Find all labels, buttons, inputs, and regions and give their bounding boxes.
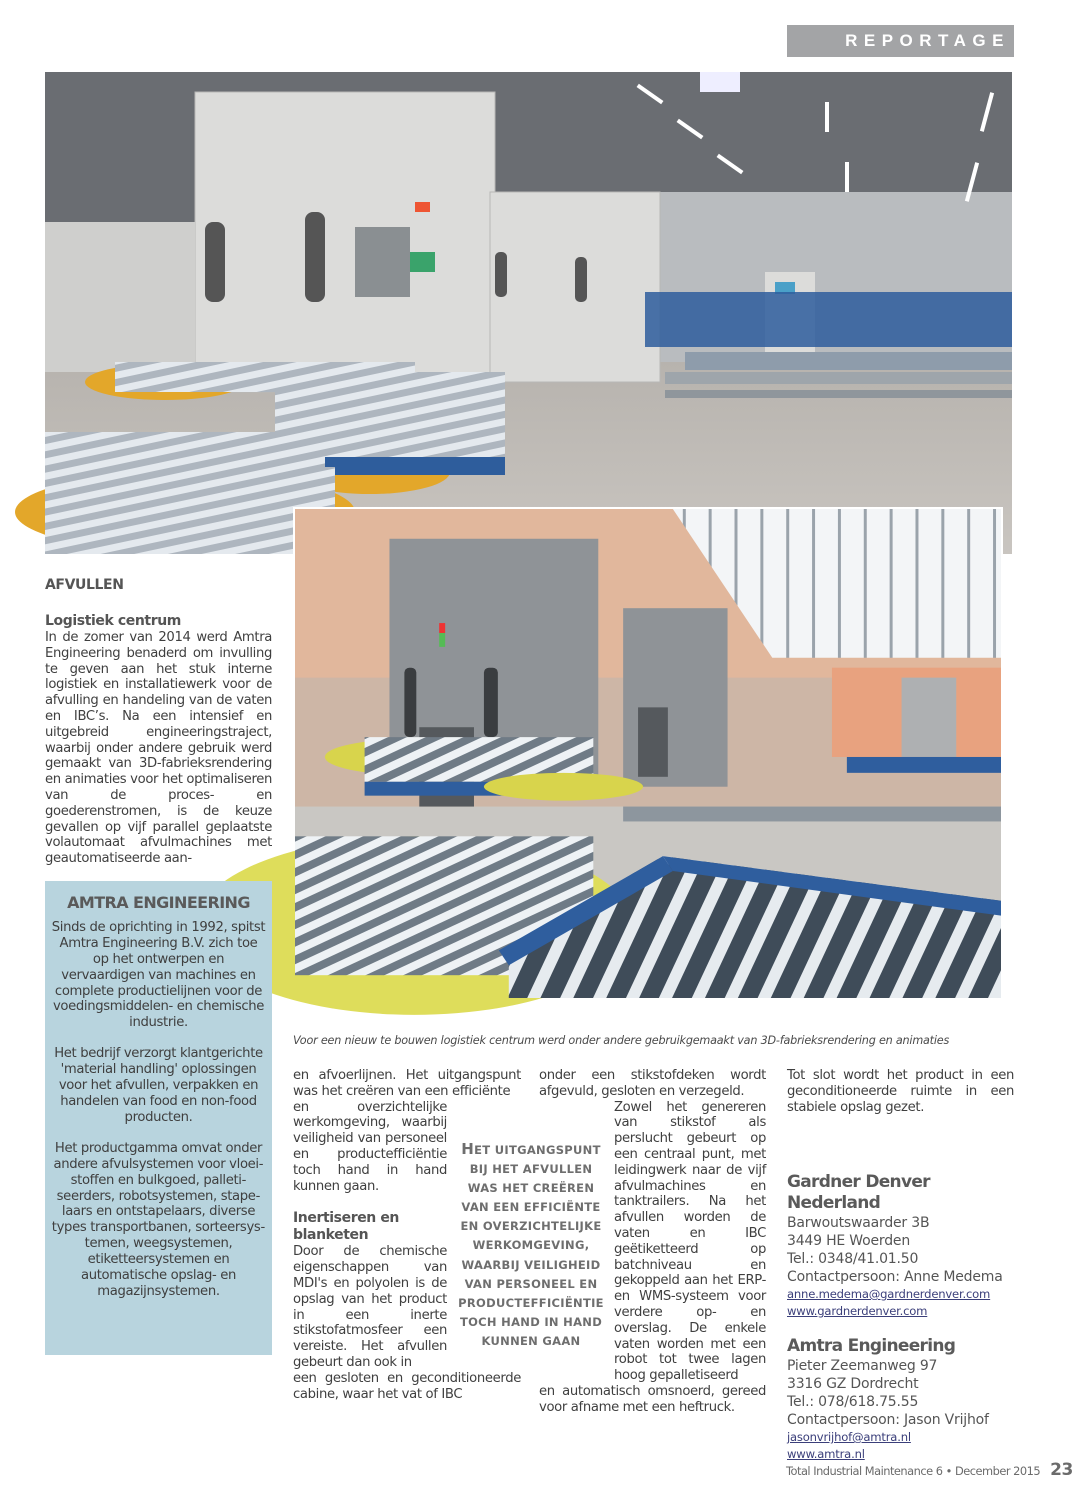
info-box-paragraph-1: Sinds de oprichting in 1992, spitst Amtra Engineering B.V. zich toe op het ontwerpen en vervaardigen van machines en complete productielijnen voor de voedingsmiddelen- en chemische industrie. xyxy=(51,919,266,1031)
contact-person: Contactpersoon: Jason Vrijhof xyxy=(787,1412,989,1428)
contact-address-1: Pieter Zeemanweg 97 xyxy=(787,1358,938,1374)
paragraph-uitgangspunt-top: en afvoerlijnen. Het uitgangspunt was het creëren van een efficiënte xyxy=(293,1068,521,1099)
info-box-title: AMTRA ENGINEERING xyxy=(67,892,250,912)
paragraph-intro: In de zomer van 2014 werd Amtra Engineering benaderd om invulling te geven aan het stuk interne logistiek en installatiewerk voor de afvulling en handeling van de vaten en IBC’s. Na een intensief en uitgebreid engineeringstraject, waarbij onder andere gebruik werd gemaakt van 3D-fabrieksrendering en animaties voor het optimaliseren van de proces- en goederenstromen, is de keuze gevallen op vijf parallel geplaatste volautomaat afvulmachines met geautomatiseerde aan- xyxy=(45,630,272,867)
contact-person: Contactpersoon: Anne Medema xyxy=(787,1269,1003,1285)
contact-phone: Tel.: 078/618.75.55 xyxy=(787,1394,919,1410)
contact-gardner-denver xyxy=(787,1172,1027,1320)
contact-address-1: Barwoutswaarder 3B xyxy=(787,1215,930,1231)
contact-company: Gardner Denver Nederland xyxy=(787,1172,930,1213)
page-number: 23 xyxy=(1050,1460,1073,1480)
photo-caption: Voor een nieuw te bouwen logistiek centrum werd onder andere gebruikgemaakt van 3D-fabrieksrendering en animaties xyxy=(293,1034,950,1047)
publication-footer: Total Industrial Maintenance 6 • December 2015 xyxy=(786,1464,1041,1478)
contact-address-2: 3316 GZ Dordrecht xyxy=(787,1376,919,1392)
contact-website-link[interactable]: www.gardnerdenver.com xyxy=(787,1304,928,1318)
subheading-inertiseren: Inertiseren en blanketen xyxy=(293,1210,399,1244)
subheading-logistiek-centrum: Logistiek centrum xyxy=(45,613,181,629)
info-box-paragraph-3: Het productgamma omvat onder andere afvulsystemen voor vloeistoffen en bulkgoed, palletiseerders, robotsystemen, stapelaars en ontstapelaars, diverse types transportbanen, sorteersystemen, weegsystemen, etiketteersystemen en automatische opslag- en magazijnsystemen. xyxy=(51,1140,266,1299)
factory-hall-photo xyxy=(45,72,1012,554)
section-heading: AFVULLEN xyxy=(45,577,124,593)
paragraph-stikstof-bottom: en automatisch omsnoerd, gereed voor afname met een heftruck. xyxy=(539,1383,766,1415)
pull-quote-text: ET UITGANGSPUNT BIJ HET AFVULLEN WAS HET CREËREN VAN EEN EFFICIËNTE EN OVERZICHTELIJKE WERKOMGEVING, WAARBIJ VEILIGHEID VAN PERSONEEL EN PRODUCTEFFICIËNTIE TOCH HAND IN HAND KUNNEN GAAN xyxy=(458,1143,604,1348)
contact-address-2: 3449 HE Woerden xyxy=(787,1233,910,1249)
contact-amtra-engineering xyxy=(787,1336,1027,1463)
rendering-illustration xyxy=(295,509,1001,998)
paragraph-uitgangspunt-narrow: en overzichtelijke werkomgeving, waarbij veiligheid van personeel en productefficiëntie toch hand in hand kunnen gaan. xyxy=(293,1099,447,1194)
left-column xyxy=(45,577,272,1355)
section-tag: REPORTAGE xyxy=(787,25,1014,57)
paragraph-inertiseren-bottom: een gesloten en geconditioneerde cabine, waar het vat of IBC xyxy=(293,1370,521,1402)
pull-quote-initial: H xyxy=(461,1140,475,1158)
factory-hall-illustration xyxy=(45,72,1012,554)
paragraph-inertiseren-narrow: Door de chemische eigenschappen van MDI's en polyolen is de opslag van het product in een inerte stikstofatmosfeer een vereiste. Het afvullen gebeurt dan ook in xyxy=(293,1244,447,1370)
contact-email-link[interactable]: anne.medema@gardnerdenver.com xyxy=(787,1287,991,1301)
footer-row xyxy=(786,1460,1073,1480)
paragraph-stikstof-top: onder een stikstofdeken wordt afgevuld, gesloten en verzegeld. xyxy=(539,1068,766,1099)
info-box-paragraph-2: Het bedrijf verzorgt klantgerichte 'material handling' oplossingen voor het afvullen, verpakken en handelen van food en non-food producten. xyxy=(54,1046,263,1125)
3d-rendering-photo xyxy=(293,507,1003,1000)
contact-website-link[interactable]: www.amtra.nl xyxy=(787,1447,865,1461)
article-column-3 xyxy=(539,1068,766,1416)
contact-company: Amtra Engineering xyxy=(787,1336,956,1356)
contacts-column xyxy=(787,1172,1027,1463)
paragraph-stikstof-narrow: Zowel het genereren van stikstof als perslucht gebeurt op een centraal punt, met leidingwerk naar de vijf afvulmachines en tanktrailers. Na het afvullen worden de vaten en IBC geëtiketteerd op batchniveau en gekoppeld aan het ERP- en WMS-systeem voor verdere op- en overslag. De enkele vaten worden met een robot tot twee lagen hoog gepalletiseerd xyxy=(614,1099,766,1384)
company-info-box xyxy=(45,881,272,1355)
contact-phone: Tel.: 0348/41.01.50 xyxy=(787,1251,919,1267)
paragraph-tot-slot: Tot slot wordt het product in een geconditioneerde ruimte in een stabiele opslag gezet. xyxy=(787,1068,1014,1115)
contact-email-link[interactable]: jasonvrijhof@amtra.nl xyxy=(787,1430,911,1444)
